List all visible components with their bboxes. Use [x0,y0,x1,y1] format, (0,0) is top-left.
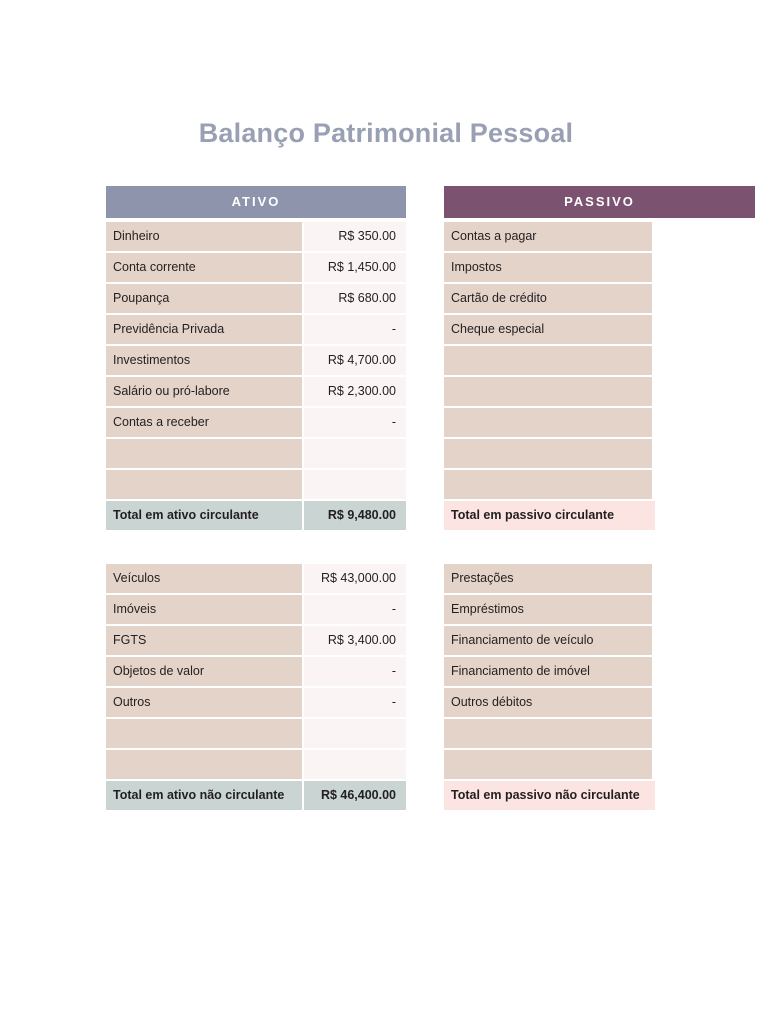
page-title: Balanço Patrimonial Pessoal [198,118,574,148]
ativo-row-label[interactable] [106,439,302,468]
ativo-row-label[interactable]: FGTS [106,626,302,655]
ativo-row-label[interactable]: Conta corrente [106,253,302,282]
passivo-row-label[interactable] [444,750,652,779]
passivo-total-label: Total em passivo circulante [444,501,655,530]
ativo-total-label: Total em ativo não circulante [106,781,302,810]
ativo-row-value[interactable] [304,470,406,499]
ativo-row-label[interactable]: Outros [106,688,302,717]
passivo-row-label[interactable]: Impostos [444,253,652,282]
ativo-row-value[interactable]: - [304,315,406,344]
ativo-row-value[interactable]: - [304,688,406,717]
ativo-row-value[interactable]: R$ 3,400.00 [304,626,406,655]
passivo-column-header: PASSIVO [444,186,755,218]
ativo-total-label: Total em ativo circulante [106,501,302,530]
ativo-row-value[interactable]: R$ 680.00 [304,284,406,313]
passivo-total-label: Total em passivo não circulante [444,781,655,810]
ativo-row-value[interactable]: R$ 1,450.00 [304,253,406,282]
passivo-row-label[interactable]: Empréstimos [444,595,652,624]
ativo-row-value[interactable]: R$ 2,300.00 [304,377,406,406]
ativo-row-label[interactable]: Investimentos [106,346,302,375]
passivo-row-label[interactable]: Contas a pagar [444,222,652,251]
passivo-row-label[interactable] [444,439,652,468]
ativo-row-value[interactable]: R$ 4,700.00 [304,346,406,375]
ativo-row-label[interactable] [106,470,302,499]
passivo-row-label[interactable] [444,377,652,406]
ativo-column-header: ATIVO [106,186,406,218]
passivo-row-label[interactable] [444,346,652,375]
passivo-row-label[interactable]: Financiamento de veículo [444,626,652,655]
ativo-row-label[interactable]: Poupança [106,284,302,313]
ativo-row-value[interactable]: R$ 350.00 [304,222,406,251]
passivo-row-label[interactable]: Cartão de crédito [444,284,652,313]
ativo-row-label[interactable]: Dinheiro [106,222,302,251]
ativo-row-label[interactable]: Contas a receber [106,408,302,437]
ativo-row-label[interactable]: Veículos [106,564,302,593]
ativo-row-label[interactable]: Imóveis [106,595,302,624]
ativo-row-value[interactable] [304,719,406,748]
passivo-row-label[interactable]: Cheque especial [444,315,652,344]
ativo-row-value[interactable] [304,439,406,468]
passivo-row-label[interactable]: Outros débitos [444,688,652,717]
ativo-row-label[interactable]: Previdência Privada [106,315,302,344]
passivo-row-label[interactable]: Financiamento de imóvel [444,657,652,686]
ativo-total-value: R$ 9,480.00 [304,501,406,530]
ativo-row-value[interactable]: - [304,657,406,686]
ativo-row-label[interactable]: Salário ou pró-labore [106,377,302,406]
ativo-row-value[interactable]: - [304,408,406,437]
ativo-row-value[interactable] [304,750,406,779]
ativo-row-value[interactable]: R$ 43,000.00 [304,564,406,593]
passivo-row-label[interactable] [444,719,652,748]
ativo-row-label[interactable]: Objetos de valor [106,657,302,686]
ativo-total-value: R$ 46,400.00 [304,781,406,810]
ativo-row-label[interactable] [106,750,302,779]
passivo-row-label[interactable] [444,408,652,437]
ativo-row-value[interactable]: - [304,595,406,624]
passivo-row-label[interactable]: Prestações [444,564,652,593]
passivo-row-label[interactable] [444,470,652,499]
ativo-row-label[interactable] [106,719,302,748]
